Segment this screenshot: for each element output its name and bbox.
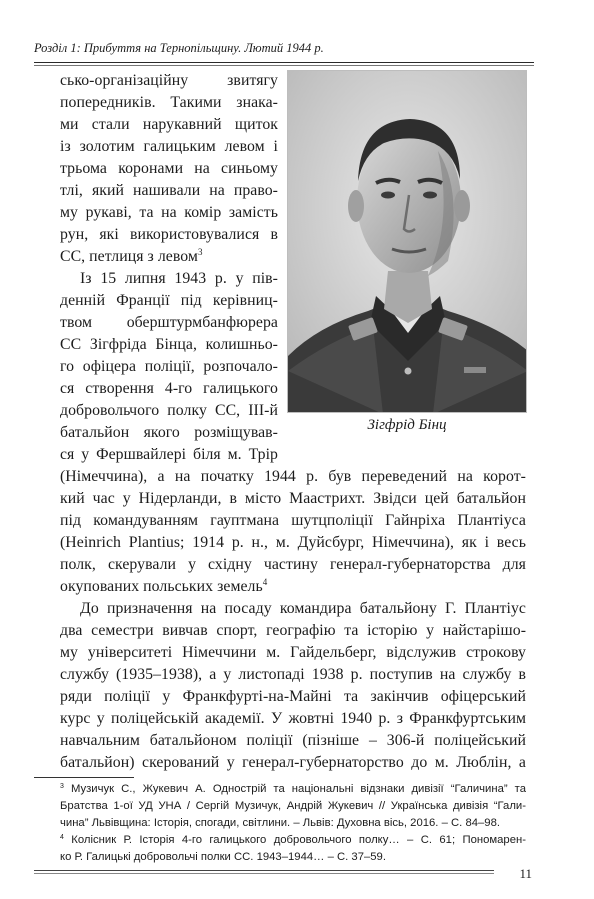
text-line: службу (1935–1938), а у листопаді 1938 р. поступив на службу в [60, 666, 526, 683]
footnote-4-line: $^4$ Колісник Р. Історія 4-го галицького добровольчого полку… – С. 61; Пономарен- [60, 834, 526, 846]
text-line: кий час у Нідерланди, в місто Маастрихт. Звідси цей батальйон [60, 490, 526, 507]
text-line: навчальним батальйоном поліції (пізніше – 306-й поліцейський [60, 732, 526, 749]
text-line: рун, які використовувалися в [60, 226, 278, 243]
text-line: сько-організаційну звитягу [60, 72, 278, 89]
footnote-3-line: $^3$ Музичук С., Жукевич А. Однострій та національні відзнаки дивізії “Галичина” та [60, 783, 526, 795]
text-line: Із 15 липня 1943 р. у пів- [80, 270, 278, 287]
footnote-ref-4: 4 [262, 577, 268, 587]
footnote-ref-3: 3 [197, 247, 203, 257]
footnote-4-line: ко Р. Галицькі добровольчі полки СС. 1943–1944… – С. 37–59. [60, 851, 386, 863]
text-line: тлі, який нашивали на право- [60, 182, 278, 199]
text-line: ми стали нарукавний щиток [60, 116, 278, 133]
footer-rule-thin [34, 873, 494, 874]
text-line: добровольчого полку СС, ІІІ-й [60, 402, 278, 419]
text-line: ряди поліції у Франкфурті-на-Майні та закінчив офіцерський [60, 688, 526, 705]
text-line: твом оберштурмбанфюрера [60, 314, 278, 331]
running-header: Розділ 1: Прибуття на Тернопільщину. Лютий 1944 р. [34, 41, 324, 55]
text-line: із золотим галицьким левом і [60, 138, 278, 155]
text-line: батальйон якого розміщував- [60, 424, 278, 441]
text-line: полк, скерували у східну частину генерал-губернаторства для [60, 556, 526, 573]
text-line: ся створення 4-го галицького [60, 380, 278, 397]
text-line: окупованих польських земель$^4$ [60, 577, 268, 595]
text-line: курс у поліцейській академії. У жовтні 1940 р. з Франкфуртським [60, 710, 526, 727]
footer-rule-thick [34, 870, 494, 871]
footnote-3-line: чина” Львівщина: Історія, спогади, світлини. – Львів: Духовна вісь, 2016. – С. 84–98. [60, 817, 500, 829]
footnote-3-line: Братства 1-ої УД УНА / Сергій Музичук, Андрій Жукевич // Українська дивізія “Гали- [60, 800, 526, 812]
text-line: (Німеччина), а на початку 1944 р. був переведений на корот- [60, 468, 526, 485]
footnote-rule [34, 777, 134, 778]
photo-caption: Зігфрід Бінц [367, 417, 447, 433]
text-line: му рукаві, та на комір замість [60, 204, 278, 221]
header-rule-thick [34, 62, 534, 63]
text-line: два семестри вивчав спорт, географію та історію у найстарішо- [60, 622, 526, 639]
text-line: денній Франції під керівниц- [60, 292, 278, 309]
text-line: під командуванням гауптмана шутцполіції Гайнріха Плантіуса [60, 512, 526, 529]
text-line: (Heinrich Plantius; 1914 р. н., м. Дуйсбург, Німеччина), як і весь [60, 534, 526, 551]
text-line: ся у Фершвайлері біля м. Трір [60, 446, 278, 463]
text-line: го офіцера поліції, розпочало- [60, 358, 278, 375]
text-line: батальйон) скерований у генерал-губернаторство до м. Люблін, а [60, 754, 526, 771]
page-number: 11 [519, 866, 532, 881]
text-line: СС Зігфріда Бінца, колишньо- [60, 336, 278, 353]
text-line: му університеті Німеччини м. Гайдельберг, відслужив строкову [60, 644, 526, 661]
header-rule-thin [34, 65, 534, 66]
portrait-photo [287, 70, 527, 413]
text-line: До призначення на посаду командира батальйону Г. Плантіус [80, 600, 526, 617]
text-line: трьома коронами на синьому [60, 160, 278, 177]
text-line: СС, петлиця з левом$^3$ [60, 247, 203, 265]
text-line: попередників. Такими знака- [60, 94, 278, 111]
